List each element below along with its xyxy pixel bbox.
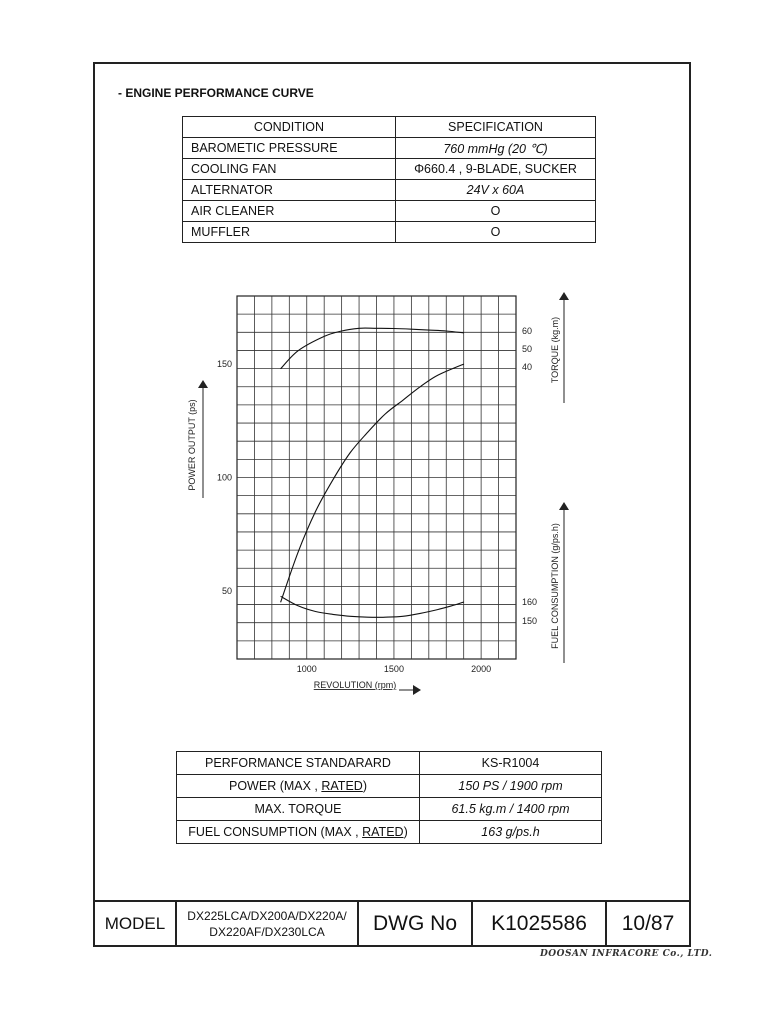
perf-label-pre: FUEL CONSUMPTION (MAX ,: [188, 825, 363, 839]
perf-label: [177, 775, 420, 798]
section-title: - ENGINE PERFORMANCE CURVE: [118, 86, 314, 100]
table-row: [177, 752, 602, 775]
spec-cell: O: [396, 201, 596, 222]
engine-performance-chart: [175, 288, 595, 708]
table-row: [177, 775, 602, 798]
x-tick-label: 1500: [383, 664, 404, 674]
perf-value: KS-R1004: [420, 752, 602, 775]
model-list-line: DX225LCA/DX200A/DX220A/: [187, 908, 347, 923]
perf-label-post: ): [362, 779, 367, 793]
torque-tick-label: 60: [522, 326, 533, 336]
spec-cell: Φ660.4 , 9-BLADE, SUCKER: [396, 159, 596, 180]
fuel-axis-label: FUEL CONSUMPTION (g/ps.h): [550, 523, 560, 649]
table-row: [177, 798, 602, 821]
header-specification: SPECIFICATION: [396, 117, 596, 138]
power-curve: [281, 364, 464, 602]
perf-label-underlined: RATED: [362, 825, 404, 839]
x-tick-label: 1000: [296, 664, 317, 674]
dwg-label: DWG No: [358, 901, 472, 946]
table-row: [177, 821, 602, 844]
model-list-line: DX220AF/DX230LCA: [209, 924, 325, 939]
condition-table: [182, 116, 596, 243]
perf-value: 61.5 kg.m / 1400 rpm: [420, 798, 602, 821]
table-row: [183, 138, 596, 159]
fuel-curve: [281, 596, 464, 617]
fuel-tick-label: 150: [522, 616, 538, 626]
torque-tick-label: 50: [522, 344, 533, 354]
power-tick-label: 150: [216, 359, 232, 370]
condition-cell: ALTERNATOR: [183, 180, 396, 201]
perf-label: MAX. TORQUE: [177, 798, 420, 821]
page-number: 10/87: [606, 901, 690, 946]
spec-cell: O: [396, 222, 596, 243]
condition-cell: COOLING FAN: [183, 159, 396, 180]
performance-table: [176, 751, 602, 844]
torque-axis-label: TORQUE (kg.m): [550, 316, 560, 384]
perf-label: PERFORMANCE STANDARARD: [177, 752, 420, 775]
spec-cell: 24V x 60A: [396, 180, 596, 201]
fuel-tick-label: 160: [522, 597, 538, 607]
torque-tick-label: 40: [522, 362, 533, 372]
power-tick-label: 50: [221, 585, 232, 596]
perf-label-pre: POWER (MAX ,: [229, 779, 322, 793]
power-tick-label: 100: [216, 472, 232, 483]
table-row: [183, 180, 596, 201]
chart-grid: [237, 296, 516, 659]
spec-cell: 760 mmHg (20 ℃): [396, 138, 596, 159]
condition-cell: BAROMETIC PRESSURE: [183, 138, 396, 159]
title-block-table: [93, 900, 691, 947]
footer-brand: DOOSAN INFRACORE Co., LTD.: [540, 949, 713, 959]
model-list: [176, 901, 358, 946]
x-axis-label: REVOLUTION (rpm): [313, 680, 397, 690]
condition-cell: MUFFLER: [183, 222, 396, 243]
header-condition: CONDITION: [183, 117, 396, 138]
table-row: [183, 222, 596, 243]
perf-label: [177, 821, 420, 844]
table-row: [183, 159, 596, 180]
table-row: [183, 201, 596, 222]
table-header-row: [183, 117, 596, 138]
perf-label-underlined: RATED: [321, 779, 363, 793]
dwg-number: K1025586: [472, 901, 606, 946]
perf-value: 163 g/ps.h: [420, 821, 602, 844]
condition-cell: AIR CLEANER: [183, 201, 396, 222]
title-block: [93, 900, 691, 947]
chart-series: [281, 328, 464, 617]
torque-curve: [281, 328, 464, 369]
perf-value: 150 PS / 1900 rpm: [420, 775, 602, 798]
power-axis-label: POWER OUTPUT (ps): [187, 399, 197, 491]
model-label: MODEL: [94, 901, 176, 946]
x-tick-label: 2000: [471, 664, 492, 674]
chart-labels: [187, 296, 564, 690]
perf-label-post: ): [403, 825, 408, 839]
